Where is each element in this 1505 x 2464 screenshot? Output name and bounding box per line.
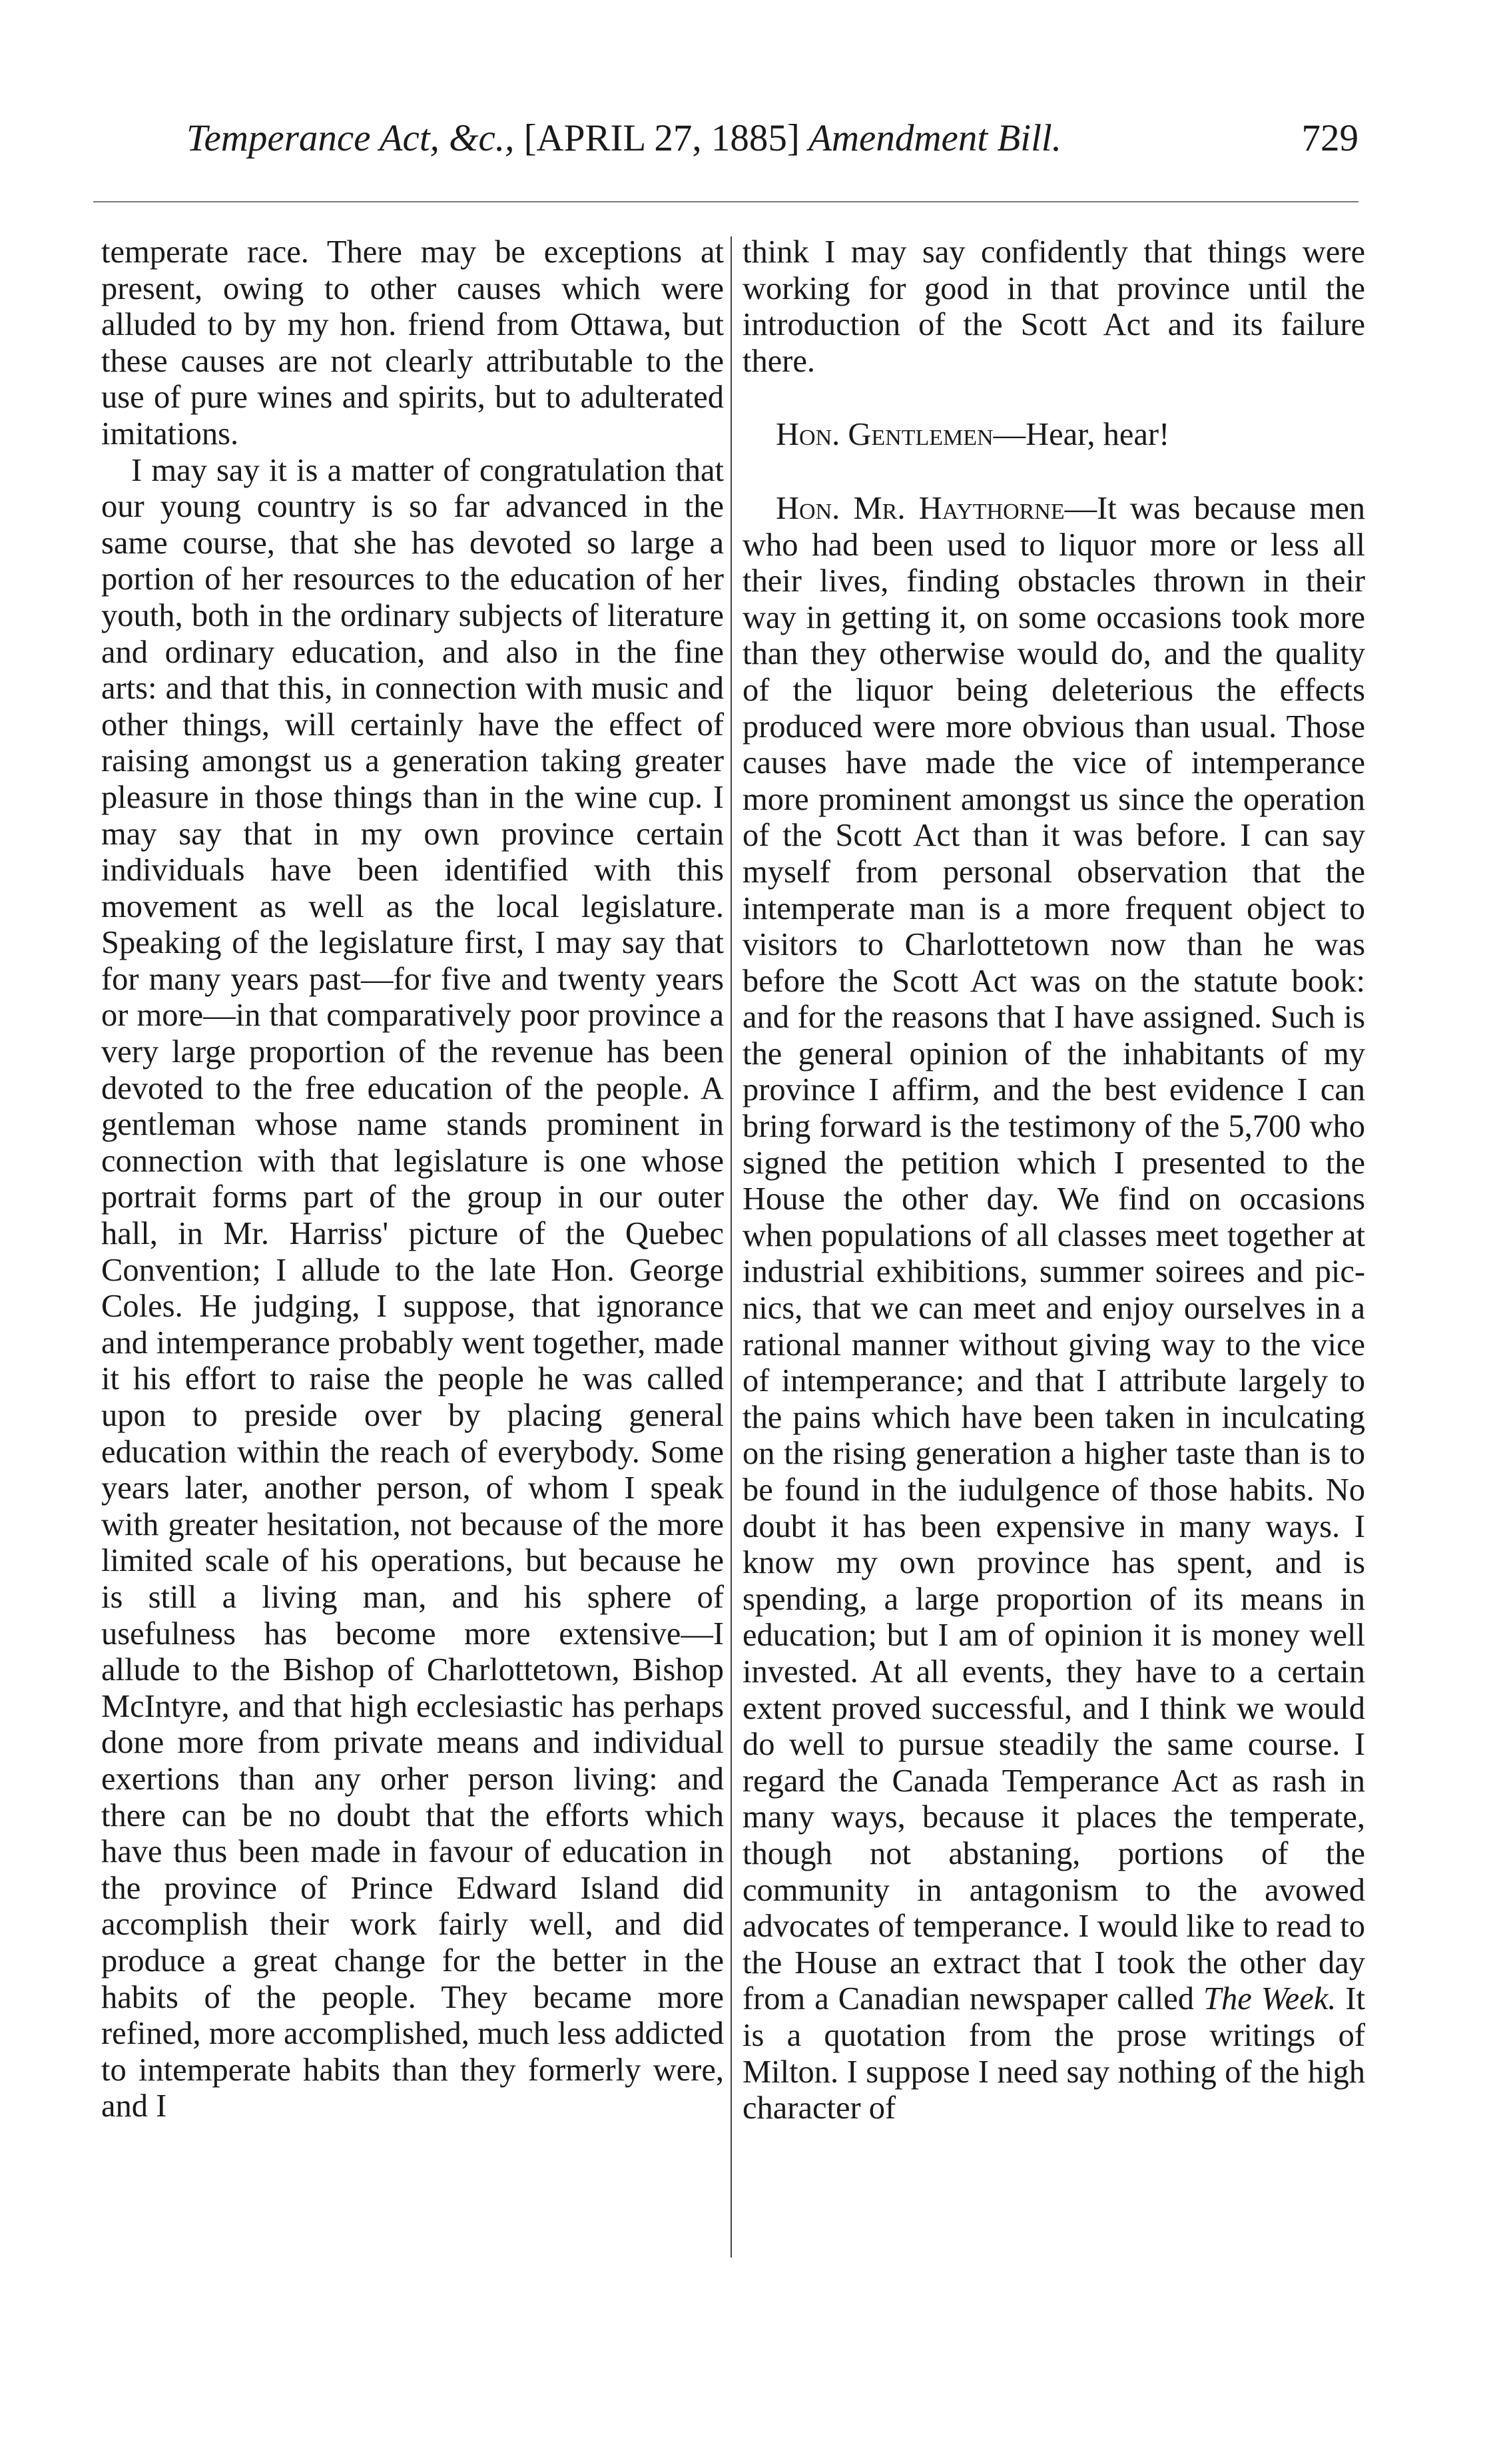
- header-rule: [93, 201, 1358, 202]
- haythorne-speech-text: —It was because men who had been used to liquor more or less all their lives, finding obstacles thrown in their way in getting it, on some occasions took more than they otherwise would do, and the quality of the liquor being deleterious the effects produced were more obvious than usual. Those causes have made the vice of intemperance more prominent amongst us since the operation of the Scott Act than it was before. I can say myself from personal observation that the intemperate man is a more frequent object to visitors to Charlottetown now than he was before the Scott Act was on the statute book: and for the reasons that I have assigned. Such is the general opinion of the inhabitants of my province I affirm, and the best evidence I can bring forward is the testimony of the 5,700 who signed the petition which I presented to the House the other day. We find on occasions when populations of all classes meet together at industrial exhibitions, summer soirees and pic-nics, that we can meet and enjoy ourselves in a rational manner without giving way to the vice of intemperance; and that I attribute largely to the pains which have been taken in inculcating on the rising generation a higher taste than is to be found in the iudulgence of those habits. No doubt it has been expensive in many ways. I know my own province has spent, and is spending, a large proportion of its means in education; but I am of opinion it is money well invested. At all events, they have to a certain extent proved successful, and I think we would do well to pursue steadily the same course. I regard the Canada Temperance Act as rash in many ways, because it places the temperate, though not abstaning, portions of the community in antagonism to the avowed advocates of temperance. I would like to read to the House an extract that I took the other day from a Canadian newspaper called: [743, 490, 1365, 2017]
- speaker-remark-gentlemen: —Hear, hear!: [993, 417, 1170, 453]
- speaker-name-haythorne: Hon. Mr. Haythorne: [776, 490, 1065, 526]
- header-date: [APRIL 27, 1885]: [523, 117, 800, 159]
- page-number: 729: [1301, 117, 1358, 159]
- right-paragraph-1: think I may say confidently that things were working for good in that province until the introduction of the Scott Act and its failure there.: [743, 234, 1365, 379]
- speaker-name-gentlemen: Hon. Gentlemen: [776, 417, 994, 453]
- haythorne-speech-end: It is a quotation from the prose writings of Milton. I suppose I need say nothing of the high character of: [743, 1981, 1365, 2126]
- header-title-part-a: Temperance Act, &c.,: [186, 117, 524, 159]
- left-paragraph-1: temperate race. There may be exceptions at present, owing to other causes which were alluded to by my hon. friend from Ottawa, but these causes are not clearly attributable to the use of pure wines and spirits, but to adulterated imitations.: [101, 234, 724, 452]
- left-column: [101, 234, 724, 2125]
- paragraph-gap: [743, 380, 1365, 417]
- left-paragraph-2: I may say it is a matter of congratulation that our young country is so far advanced in the same course, that she has devoted so large a portion of her resources to the education of her youth, both in the ordinary subjects of literature and ordinary education, and also in the fine arts: and that this, in connection with music and other things, will certainly have the effect of raising amongst us a generation taking greater pleasure in those things than in the wine cup. I may say that in my own province certain individuals have been identified with this movement as well as the local legislature. Speaking of the legislature first, I may say that for many years past—for five and twenty years or more—in that comparatively poor province a very large proportion of the revenue has been devoted to the free education of the people. A gentleman whose name stands prominent in connection with that legislature is one whose portrait forms part of the group in our outer hall, in Mr. Harriss' picture of the Quebec Convention; I allude to the late Hon. George Coles. He judging, I suppose, that ignorance and intemperance probably went together, made it his effort to raise the people he was called upon to preside over by placing general education within the reach of everybody. Some years later, another person, of whom I speak with greater hesitation, not because of the more limited scale of his operations, but because he is still a living man, and his sphere of usefulness has become more extensive—I allude to the Bishop of Charlottetown, Bishop McIntyre, and that high ecclesiastic has perhaps done more from private means and individual exertions than any orher person living: and there can be no doubt that the efforts which have thus been made in favour of education in the province of Prince Edward Island did accomplish their work fairly well, and did produce a great change for the better in the habits of the people. They became more refined, more accomplished, much less addicted to intemperate habits than they formerly were, and I: [101, 452, 724, 2124]
- header-title: [186, 117, 1061, 160]
- column-divider: [731, 236, 732, 2258]
- speaker-paragraph-haythorne: [743, 491, 1365, 2127]
- speaker-paragraph-gentlemen: [743, 417, 1365, 454]
- right-column: [743, 234, 1365, 2127]
- newspaper-title: The Week.: [1203, 1981, 1337, 2017]
- header-title-part-b: Amendment Bill.: [799, 117, 1061, 159]
- running-header: [93, 117, 1358, 170]
- paragraph-gap: [743, 454, 1365, 491]
